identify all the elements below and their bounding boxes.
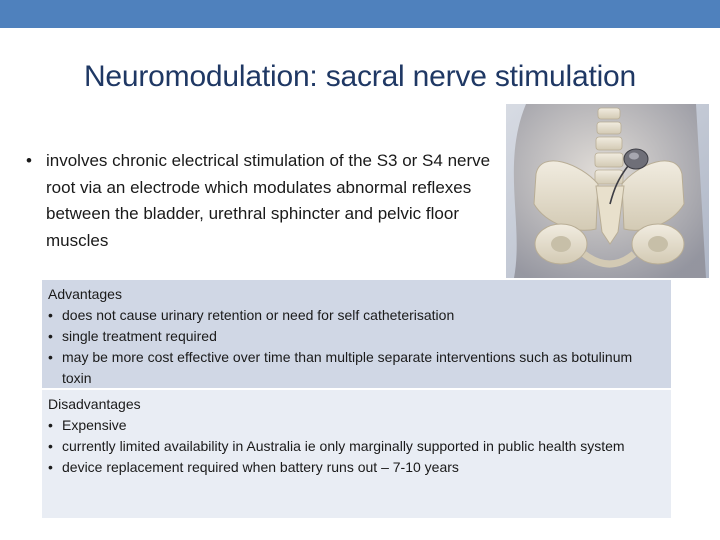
bullet-dot: • <box>48 417 53 433</box>
list-item <box>48 415 665 436</box>
bullet-dot: • <box>48 328 53 344</box>
main-bullet-text: involves chronic electrical stimulation of the S3 or S4 nerve root via an electrode which modulates abnormal reflexes between the bladder, urethral sphincter and pelvic floor muscles <box>46 151 491 250</box>
sacral-nerve-stimulator-illustration <box>506 104 709 278</box>
list-item-text: Expensive <box>62 417 127 433</box>
list-item-text: device replacement required when battery runs out – 7-10 years <box>62 459 459 475</box>
bullet-dot: • <box>48 349 53 365</box>
list-item-text: may be more cost effective over time than multiple separate interventions such as botulinum toxin <box>62 349 633 386</box>
disadvantages-section <box>42 390 671 518</box>
list-item <box>48 326 665 347</box>
main-bullet <box>26 148 496 254</box>
list-item-text: single treatment required <box>62 328 217 344</box>
advantages-heading: Advantages <box>48 286 122 302</box>
bullet-dot: • <box>48 459 53 475</box>
top-accent-bar <box>0 0 720 28</box>
list-item <box>48 347 665 389</box>
bullet-dot: • <box>26 151 32 170</box>
pros-cons-table <box>42 280 671 518</box>
pelvis-spine-illustration-icon <box>506 104 709 278</box>
list-item <box>48 457 665 478</box>
bullet-dot: • <box>48 438 53 454</box>
bullet-dot: • <box>48 307 53 323</box>
disadvantages-heading: Disadvantages <box>48 396 141 412</box>
advantages-section <box>42 280 671 388</box>
list-item-text: currently limited availability in Australia ie only marginally supported in public health system <box>62 438 625 454</box>
list-item-text: does not cause urinary retention or need for self catheterisation <box>62 307 455 323</box>
list-item <box>48 305 665 326</box>
slide-title: Neuromodulation: sacral nerve stimulation <box>83 60 637 93</box>
list-item <box>48 436 665 457</box>
